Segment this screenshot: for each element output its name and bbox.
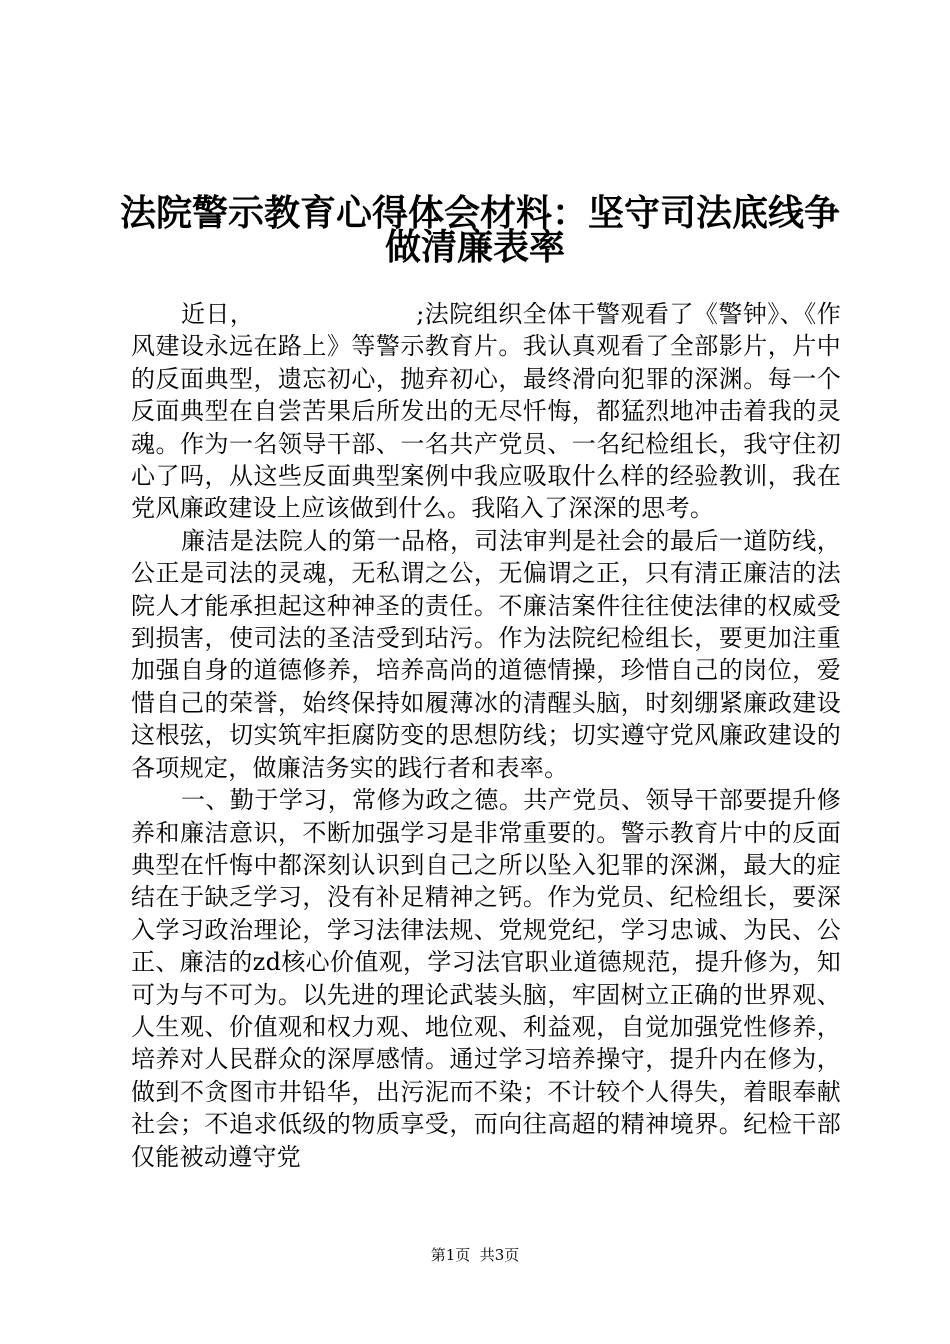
paragraph-1: 近日， ;法院组织全体干警观看了《警钟》、《作风建设永远在路上》等警示教育片。我认真观看了全部影片，片中的反面典型，遗忘初心，抛弃初心，最终滑向犯罪的深渊。每一个反面典型在自尝苦果后所发出的无尽忏悔，都猛烈地冲击着我的灵魂。作为一名领导干部、一名共产党员、一名纪检组长，我守住初心了吗，从这些反面典型案例中我应吸取什么样的经验教训，我在党风廉政建设上应该做到什么。我陷入了深深的思考。 [131, 300, 841, 523]
document-title-line1: 法院警示教育心得体会材料：坚守司法底线争 [120, 193, 841, 234]
paragraph-2: 廉洁是法院人的第一品格，司法审判是社会的最后一道防线，公正是司法的灵魂，无私谓之公，无偏谓之正，只有清正廉洁的法院人才能承担起这种神圣的责任。不廉洁案件往往使法律的权威受到损害，使司法的圣洁受到玷污。作为法院纪检组长，要更加注重加强自身的道德修养，培养高尚的道德情操，珍惜自己的岗位，爱惜自己的荣誉，始终保持如履薄冰的清醒头脑，时刻绷紧廉政建设这根弦，切实筑牢拒腐防变的思想防线；切实遵守党风廉政建设的各项规定，做廉洁务实的践行者和表率。 [131, 526, 841, 782]
paragraph-3: 一、勤于学习，常修为政之德。共产党员、领导干部要提升修养和廉洁意识，不断加强学习是非常重要的。警示教育片中的反面典型在忏悔中都深刻认识到自己之所以坠入犯罪的深渊，最大的症结在于缺乏学习，没有补足精神之钙。作为党员、纪检组长，要深入学习政治理论，学习法律法规、党规党纪，学习忠诚、为民、公正、廉洁的zd核心价值观，学习法官职业道德规范，提升修为，知可为与不可为。以先进的理论武装头脑，牢固树立正确的世界观、人生观、价值观和权力观、地位观、利益观，自觉加强党性修养，培养对人民群众的深厚感情。通过学习培养操守，提升内在修为，做到不贪图市井铅华，出污泥而不染；不计较个人得失，着眼奉献社会；不追求低级的物质享受，而向往高超的精神境界。纪检干部仅能被动遵守党 [131, 786, 841, 1171]
document-title-line2: 做清廉表率 [384, 227, 565, 268]
document-body [131, 298, 841, 1173]
page-footer: 第1页 共3页 [430, 1246, 520, 1264]
